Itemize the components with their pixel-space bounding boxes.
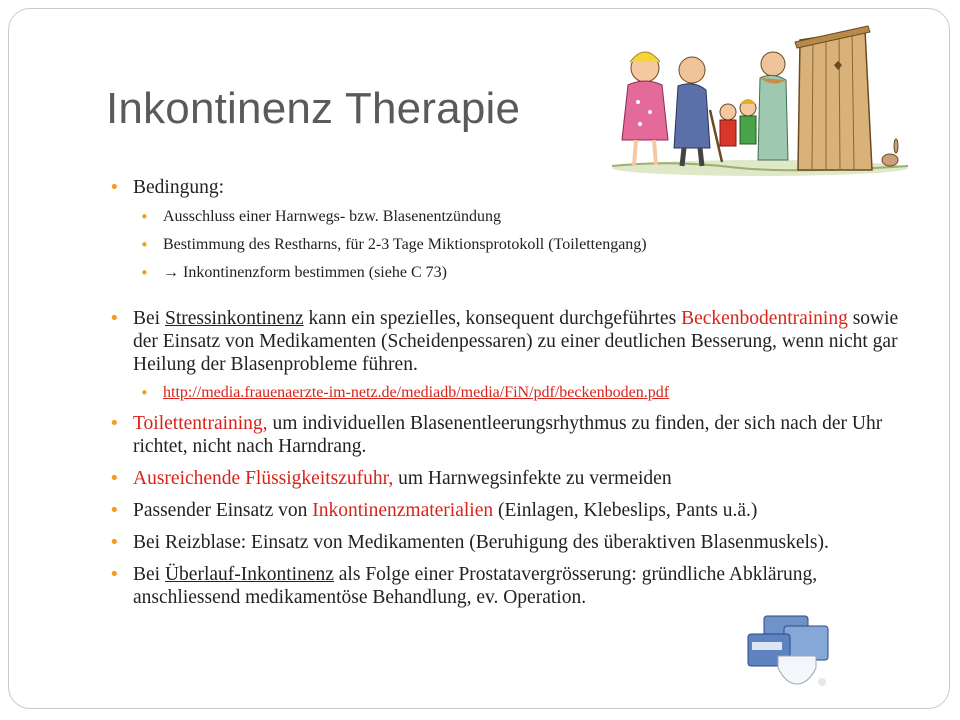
bullet-icon: • [109,308,120,329]
bullet-icon: • [109,413,120,434]
bullet-icon: • [140,264,149,282]
list-item-toilet [100,412,900,458]
bullet-icon: • [109,564,120,585]
material-post: (Einlagen, Klebeslips, Pants u.ä.) [493,500,758,521]
fluid-rest: um Harnwegsinfekte zu vermeiden [393,468,672,489]
overflow-post: als Folge einer Prostatavergrösserung: gründliche Abklärung, anschliessend medikamentöse Behandlung, ev. Operation. [133,564,818,608]
beckenboden-link[interactable]: http://media.frauenaerzte-im-netz.de/mediadb/media/FiN/pdf/beckenboden.pdf [163,384,670,401]
stress-term: Stressinkontinenz [164,308,304,329]
list-item-reiz [100,531,900,554]
sub-text-2: Bestimmung des Restharns, für 2-3 Tage Miktionsprotokoll (Toilettengang) [163,236,647,253]
bedingung-label: Bedingung: [133,177,224,198]
overflow-pre: Bei [133,564,165,585]
slide-content [100,176,900,609]
bullet-icon: • [109,500,120,521]
sub-text-3: → Inkontinenzform bestimmen (siehe C 73) [163,264,447,281]
material-term: Inkontinenzmaterialien [312,500,494,521]
toilet-term: Toilettentraining, [133,413,268,434]
bullet-icon: • [109,532,120,553]
bullet-icon: • [109,468,120,489]
fluid-term: Ausreichende Flüssigkeitszufuhr, [133,468,394,489]
bullet-icon: • [109,177,120,198]
stress-post: sowie der Einsatz von Medikamenten (Scheidenpessaren) zu einer deutlichen Besserung, wenn nicht gar Heilung der Blasenprobleme führen. [133,308,899,375]
beckenboden-term: Beckenbodentraining [681,308,848,329]
list-item-stress [100,307,900,376]
stress-mid: kann ein spezielles, konsequent durchgeführtes [303,308,682,329]
list-item-sub-1 [100,207,900,227]
toilet-rest: um individuellen Blasenentleerungsrhythmus zu finden, der sich nach der Uhr richtet, nicht nach Harndrang. [133,413,883,457]
list-item-overflow [100,563,900,609]
slide-title: Inkontinenz Therapie [106,84,521,133]
overflow-term: Überlauf-Inkontinenz [164,564,334,585]
list-item-link [100,383,900,403]
material-pre: Passender Einsatz von [133,500,313,521]
bullet-list [100,176,900,609]
sub-text-1: Ausschluss einer Harnwegs- bzw. Blasenentzündung [163,208,501,225]
list-item-sub-3 [100,263,900,283]
stress-pre: Bei [133,308,165,329]
list-item-sub-2 [100,235,900,255]
bullet-icon: • [140,236,149,254]
incontinence-products-image [744,612,834,692]
list-item-fluid [100,467,900,490]
list-item-material [100,499,900,522]
list-item-bedingung [100,176,900,199]
bullet-icon: • [140,208,149,226]
cartoon-queue-outhouse-illustration [610,20,910,180]
reiz-text: Bei Reizblase: Einsatz von Medikamenten (Beruhigung des überaktiven Blasenmuskels). [133,532,829,553]
bullet-icon: • [140,384,149,402]
